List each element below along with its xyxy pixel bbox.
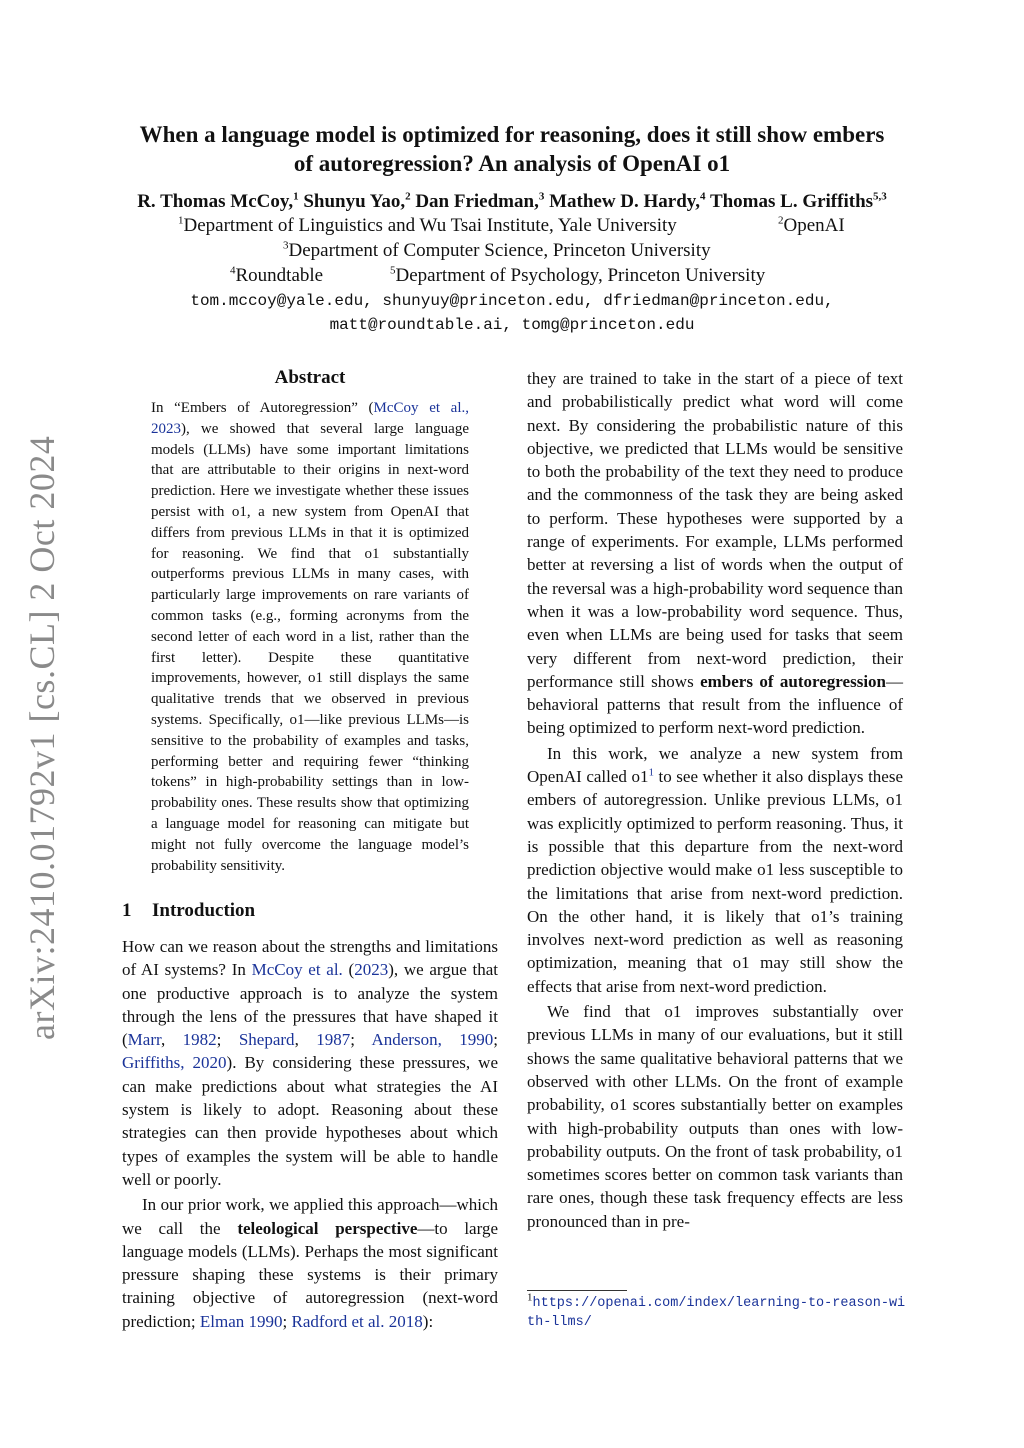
paper-title [100,120,924,178]
footnote: $^1$https://openai.com/index/learning-to-reason-with-llms/ [527,1291,906,1330]
citation-link[interactable]: Radford et al. 2018 [291,1311,423,1331]
paragraph: they are trained to take in the start of a piece of text and probabilistically predict what word will come next. By considering the probabilistic nature of this objective, we predicted that LLMs would be sensitive to both the probability of the text they need to produce and the commonness of the task they are being asked to perform. These hypotheses were supported by a range of experiments. For example, LLMs performed better at reversing a list of words when the output of the reversal was a high-probability word sequence than when it was a low-probability word sequence. Thus, even when LLMs are being used for tasks that seem very different from next-word prediction, their performance still shows embers of autoregression—behavioral patterns that result from the influence of being optimized to perform next-word prediction. [527,369,904,738]
abstract-body: In “Embers of Autoregression” (McCoy et al., 2023), we showed that several large language models (LLMs) have some important limitations that are attributable to their origins in next-word prediction. Here we investigate whether these issues persist with o1, a new system from OpenAI that differs from previous LLMs in that it is optimized for reasoning. We find that o1 substantially outperforms previous LLMs in many cases, with particularly large improvements on rare variants of common tasks (e.g., forming acronyms from the second letter of each word in a list, rather than the first letter). Despite these quantitative improvements, however, o1 still displays the same qualitative trends that we observed in previous systems. Specifically, o1—like previous LLMs—is sensitive to the probability of examples and tasks, performing better and requiring fewer “thinking tokens” in high-probability settings than in low-probability ones. These results show that optimizing a language model for reasoning can mitigate but might not fully overcome the language model’s probability sensitivity. [151,400,469,874]
affiliation-5: $^5$Department of Psychology, Princeton University [390,264,766,286]
author-emails-line-1: tom.mccoy@yale.edu, shunyuy@princeton.edu, dfriedman@princeton.edu, [190,292,834,310]
paragraph: In this work, we analyze a new system from OpenAI called o1$^1$ to see whether it also displays these embers of autoregression. Unlike previous LLMs, o1 was explicitly optimized to perform reasoning. Thus, it is possible that this departure from the next-word prediction objective would make o1 less susceptible to the limitations that arise from next-word prediction. On the other hand, it is likely that o1’s training involves next-word prediction as well as reasoning optimization, meaning that o1 may still show the effects that arise from next-word prediction. [527,743,903,996]
affiliation-1: $^1$Department of Linguistics and Wu Tsai Institute, Yale University [178,214,677,236]
footnote-divider [527,1290,627,1291]
title-line-2: of autoregression? An analysis of OpenAI o1 [293,151,731,176]
author: Shunyu Yao,$^2$ [303,190,411,212]
paragraph: How can we reason about the strengths and limitations of AI systems? In McCoy et al. (2023), we argue that one productive approach is to analyze the system through the lens of the pressures that have shaped it (Marr, 1982; Shepard, 1987; Anderson, 1990; Griffiths, 2020). By considering these pressures, we can make predictions about what strategies the AI system is likely to adopt. Reasoning about these strategies can then provide hypotheses about which types of examples the system will be able to handle well or poorly. [122,937,499,1189]
affiliation-2: $^2$OpenAI [778,214,845,236]
left-column-body [122,935,498,1333]
abstract-heading: Abstract [274,367,346,388]
citation-link[interactable]: Shepard [238,1030,295,1050]
citation-link[interactable]: Elman 1990 [199,1311,283,1331]
citation-link[interactable]: Griffiths, 2020 [122,1053,227,1073]
citation-link[interactable]: Anderson, 1990 [371,1030,494,1050]
citation-link[interactable]: 2023 [354,960,389,980]
section-heading-introduction: 1 Introduction [122,900,256,921]
citation-link[interactable]: 1982 [182,1030,217,1050]
title-line-1: When a language model is optimized for reasoning, does it still show embers [139,122,885,147]
paragraph: We find that o1 improves substantially over previous LLMs in many of our evaluations, but it still shows the same qualitative behavioral patterns that we observed with other LLMs. On the front of example probability, o1 scores substantially better on examples with high-probability outputs than ones with low-probability outputs. On the front of task probability, o1 sometimes scores better on common task variants than rare ones, though these task frequency effects are less pronounced than in pre- [527,1002,903,1231]
paragraph: In our prior work, we applied this approach—which we call the teleological perspective—to large language models (LLMs). Perhaps the most significant pressure shaping these systems is their primary training objective of autoregression (next-word prediction; Elman 1990; Radford et al. 2018): [122,1195,498,1331]
citation-link[interactable]: McCoy et al. [251,960,343,980]
footnote-url-link[interactable]: https://openai.com/index/learning-to-reason-with-llms/ [527,1296,906,1330]
citation-link[interactable]: Marr [127,1030,161,1050]
author-list [60,190,964,214]
affiliation-3: $^3$Department of Computer Science, Princeton University [283,239,711,261]
right-column-body [527,367,903,1233]
footnote-marker[interactable]: 1 [648,766,654,779]
author-emails-line-2: matt@roundtable.ai, tomg@princeton.edu [329,316,695,334]
affiliation-4: $^4$Roundtable [230,264,324,286]
author: Dan Friedman,$^3$ [415,190,545,212]
author: Thomas L. Griffiths$^{5,3}$ [709,190,887,212]
author: Mathew D. Hardy,$^4$ [549,190,706,212]
author: R. Thomas McCoy,$^1$ [137,190,299,212]
citation-link[interactable]: McCoy et al., 2023 [151,400,469,437]
arxiv-identifier: arXiv:2410.01792v1 [cs.CL] 2 Oct 2024 [22,435,62,1040]
citation-link[interactable]: 1987 [316,1030,351,1050]
